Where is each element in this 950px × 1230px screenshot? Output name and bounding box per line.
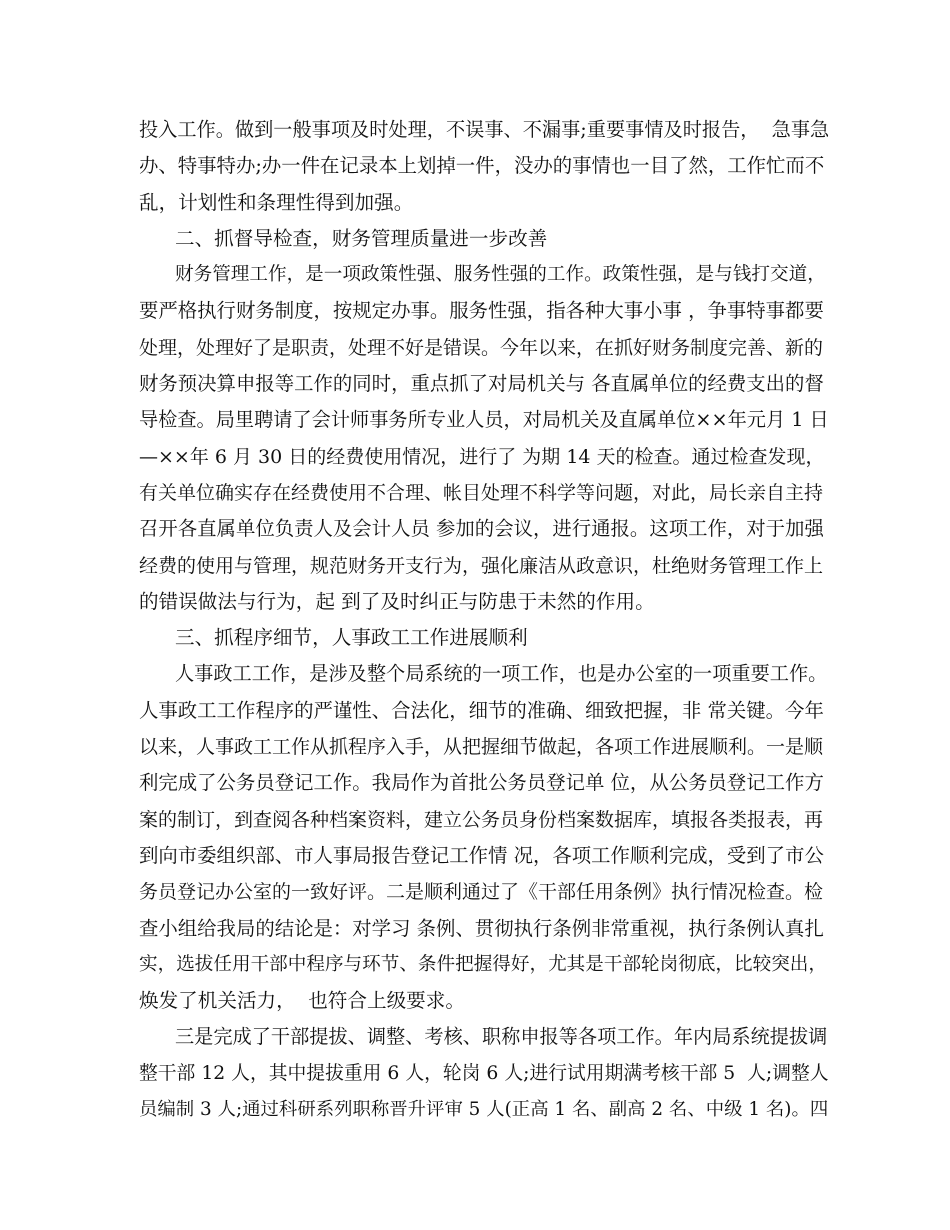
- text-line: 务员登记办公室的一致好评。二是顺利通过了《干部任用条例》执行情况检查。检: [139, 881, 824, 904]
- document-body: [139, 112, 829, 1128]
- text-line: 人事政工工作，是涉及整个局系统的一项工作，也是办公室的一项重要工作。: [175, 662, 828, 686]
- text-line: 利完成了公务员登记工作。我局作为首批公务员登记单 位，从公务员登记工作方: [139, 771, 824, 795]
- text-line: 投入工作。做到一般事项及时处理，不误事、不漏事;重要事情及时报告， 急事急: [139, 118, 830, 141]
- text-line: 处理，处理好了是职责，处理不好是错误。今年以来，在抓好财务制度完善、新的: [139, 336, 824, 359]
- text-line: 三是完成了干部提拔、调整、考核、职称申报等各项工作。年内局系统提拔调: [175, 1025, 828, 1049]
- text-line: 乱，计划性和条理性得到加强。: [139, 190, 414, 214]
- text-line: 焕发了机关活力， 也符合上级要求。: [139, 989, 465, 1013]
- section-heading: 三、抓程序细节，人事政工工作进展顺利: [175, 626, 528, 650]
- text-line: 人事政工工作程序的严谨性、合法化，细节的准确、细致把握，非 常关键。今年: [139, 698, 824, 722]
- text-line: 要严格执行财务制度，按规定办事。服务性强，指各种大事小事 ，争事特事都要: [139, 299, 824, 323]
- text-line: 整干部 12 人，其中提拔重用 6 人，轮岗 6 人;进行试用期满考核干部 5 人;调整人: [139, 1062, 829, 1084]
- text-line: —××年 6 月 30 日的经费使用情况，进行了 为期 14 天的检查。通过检查发现，: [139, 445, 825, 468]
- text-line: 经费的使用与管理，规范财务开支行为，强化廉洁从政意识，杜绝财务管理工作上: [139, 554, 824, 577]
- text-line: 召开各直属单位负责人及会计人员 参加的会议，进行通报。这项工作，对于加强: [139, 517, 824, 541]
- text-line: 财务管理工作，是一项政策性强、服务性强的工作。政策性强，是与钱打交道，: [175, 264, 826, 286]
- text-line: 到向市委组织部、市人事局报告登记工作情 况，各项工作顺利完成，受到了市公: [139, 843, 824, 867]
- text-line: 办、特事特办;办一件在记录本上划掉一件，没办的事情也一目了然，工作忙而不: [139, 154, 825, 178]
- text-line: 查小组给我局的结论是：对学习 条例、贯彻执行条例非常重视，执行条例认真扎: [139, 916, 824, 940]
- text-line: 以来，人事政工工作从抓程序入手，从把握细节做起，各项工作进展顺利。一是顺: [139, 736, 824, 759]
- text-line: 的错误做法与行为，起 到了及时纠正与防患于未然的作用。: [139, 589, 655, 613]
- section-heading: 二、抓督导检查，财务管理质量进一步改善: [175, 226, 548, 250]
- text-line: 财务预决算申报等工作的同时，重点抓了对局机关与 各直属单位的经费支出的督: [139, 372, 824, 396]
- text-line: 有关单位确实存在经费使用不合理、帐目处理不科学等问题，对此，局长亲自主持: [139, 481, 824, 504]
- text-line: 员编制 3 人;通过科研系列职称晋升评审 5 人(正高 1 名、副高 2 名、中级 1 名)。四: [139, 1099, 829, 1121]
- text-line: 导检查。局里聘请了会计师事务所专业人员，对局机关及直属单位××年元月 1 日: [139, 408, 829, 432]
- text-line: 案的制订，到查阅各种档案资料，建立公务员身份档案数据库，填报各类报表，再: [139, 808, 824, 831]
- text-line: 实，选拔任用干部中程序与环节、条件把握得好，尤其是干部轮岗彻底，比较突出，: [139, 953, 827, 975]
